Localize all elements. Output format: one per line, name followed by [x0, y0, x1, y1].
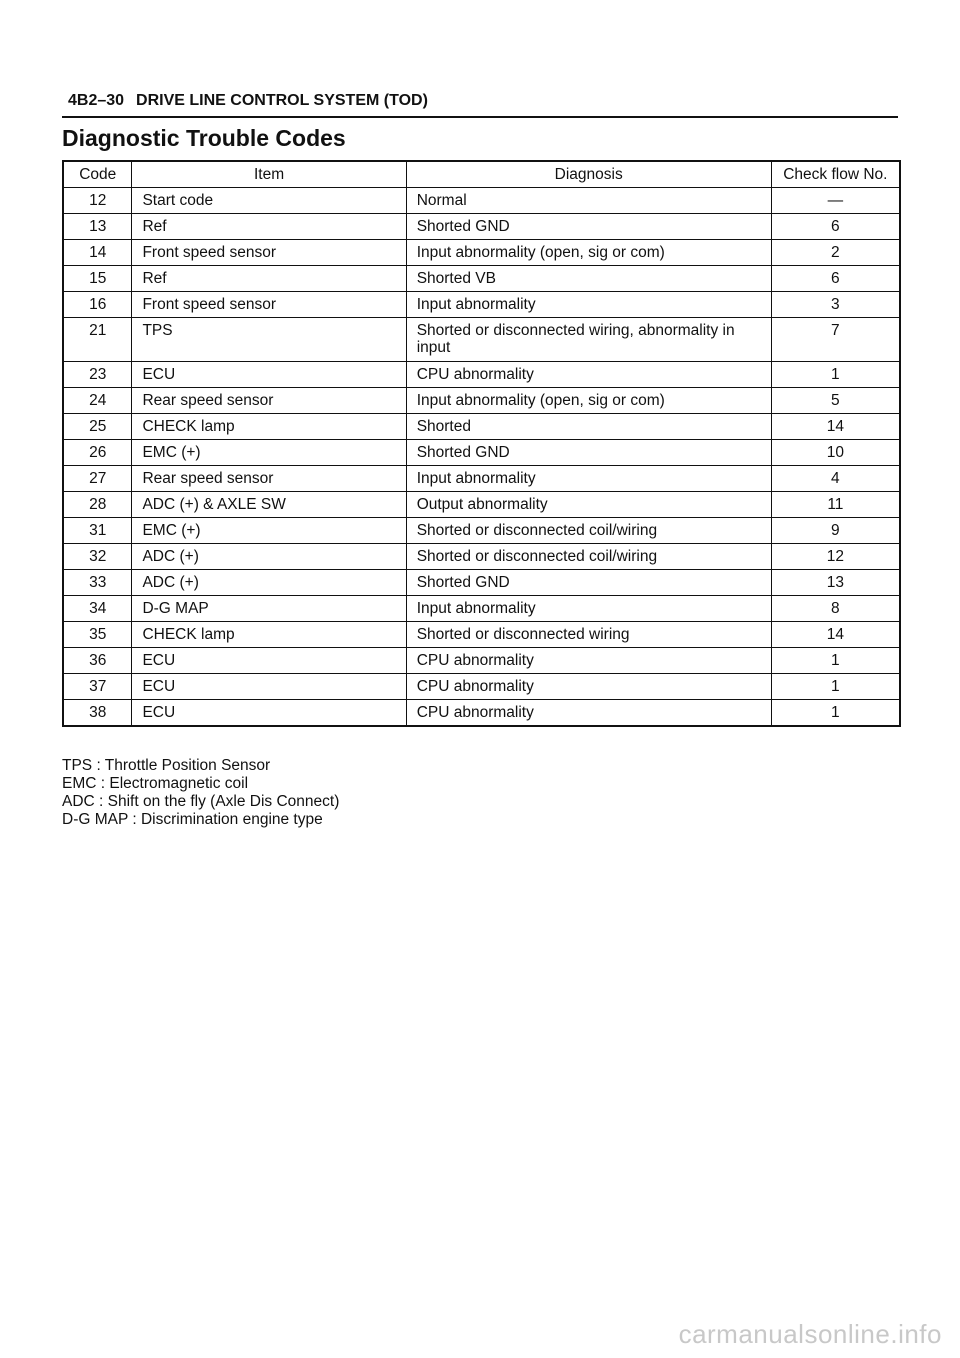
watermark: carmanualsonline.info [678, 1319, 942, 1349]
code-cell: 13 [63, 214, 132, 240]
diagnosis-cell: Input abnormality [406, 292, 771, 318]
item-cell: CHECK lamp [132, 622, 406, 648]
table-row [63, 318, 900, 362]
check-flow-cell: 1 [771, 700, 900, 727]
note-line: D-G MAP : Discrimination engine type [62, 811, 323, 828]
check-flow-cell: 6 [771, 214, 900, 240]
column-header-code: Code [63, 161, 132, 188]
table-row [63, 518, 900, 544]
item-cell: ECU [132, 674, 406, 700]
abbreviation-notes [62, 757, 339, 829]
table-row [63, 648, 900, 674]
code-cell: 34 [63, 596, 132, 622]
check-flow-cell: 4 [771, 466, 900, 492]
check-flow-cell: 6 [771, 266, 900, 292]
item-cell: Rear speed sensor [132, 466, 406, 492]
page-number: 4B2–30 [68, 92, 125, 109]
code-cell: 14 [63, 240, 132, 266]
code-cell: 16 [63, 292, 132, 318]
code-cell: 33 [63, 570, 132, 596]
table-row [63, 622, 900, 648]
code-cell: 25 [63, 414, 132, 440]
diagnosis-cell: Output abnormality [406, 492, 771, 518]
item-cell: TPS [132, 318, 406, 362]
trouble-codes-table [62, 160, 901, 727]
code-cell: 38 [63, 700, 132, 727]
table-row [63, 466, 900, 492]
item-cell: ADC (+) & AXLE SW [132, 492, 406, 518]
check-flow-cell: 11 [771, 492, 900, 518]
item-cell: Rear speed sensor [132, 388, 406, 414]
item-cell: EMC (+) [132, 518, 406, 544]
check-flow-cell: 12 [771, 544, 900, 570]
check-flow-cell: 3 [771, 292, 900, 318]
check-flow-cell: 14 [771, 622, 900, 648]
item-cell: CHECK lamp [132, 414, 406, 440]
code-cell: 26 [63, 440, 132, 466]
check-flow-cell: 7 [771, 318, 900, 362]
check-flow-cell: 9 [771, 518, 900, 544]
diagnosis-cell: CPU abnormality [406, 674, 771, 700]
item-cell: ECU [132, 700, 406, 727]
table-row [63, 266, 900, 292]
diagnosis-cell: Input abnormality (open, sig or com) [406, 240, 771, 266]
check-flow-cell: 2 [771, 240, 900, 266]
diagnosis-cell: CPU abnormality [406, 648, 771, 674]
table-row [63, 214, 900, 240]
page-title: Diagnostic Trouble Codes [62, 125, 346, 151]
table-row [63, 440, 900, 466]
diagnosis-cell: Input abnormality (open, sig or com) [406, 388, 771, 414]
code-cell: 35 [63, 622, 132, 648]
column-header-check-flow: Check flow No. [771, 161, 900, 188]
check-flow-cell: 8 [771, 596, 900, 622]
item-cell: Front speed sensor [132, 240, 406, 266]
table-row [63, 492, 900, 518]
table-row [63, 596, 900, 622]
item-cell: Start code [132, 188, 406, 214]
code-cell: 32 [63, 544, 132, 570]
diagnosis-cell: Shorted [406, 414, 771, 440]
item-cell: ECU [132, 362, 406, 388]
code-cell: 15 [63, 266, 132, 292]
table-row [63, 188, 900, 214]
code-cell: 21 [63, 318, 132, 362]
item-cell: ADC (+) [132, 544, 406, 570]
diagnosis-cell: Shorted or disconnected coil/wiring [406, 544, 771, 570]
code-cell: 37 [63, 674, 132, 700]
table-row [63, 700, 900, 727]
check-flow-cell: 1 [771, 362, 900, 388]
diagnosis-cell: Shorted or disconnected coil/wiring [406, 518, 771, 544]
code-cell: 23 [63, 362, 132, 388]
table-row [63, 362, 900, 388]
table-row [63, 570, 900, 596]
note-line: ADC : Shift on the fly (Axle Dis Connect) [62, 793, 340, 810]
table-row [63, 240, 900, 266]
table-row [63, 544, 900, 570]
check-flow-cell: — [771, 188, 900, 214]
page-header [62, 90, 898, 118]
item-cell: ECU [132, 648, 406, 674]
code-cell: 12 [63, 188, 132, 214]
code-cell: 36 [63, 648, 132, 674]
diagnosis-cell: Shorted GND [406, 214, 771, 240]
check-flow-cell: 5 [771, 388, 900, 414]
diagnosis-cell: CPU abnormality [406, 362, 771, 388]
item-cell: ADC (+) [132, 570, 406, 596]
column-header-diagnosis: Diagnosis [406, 161, 771, 188]
table-row [63, 414, 900, 440]
diagnosis-cell: Normal [406, 188, 771, 214]
code-cell: 27 [63, 466, 132, 492]
code-cell: 31 [63, 518, 132, 544]
code-cell: 24 [63, 388, 132, 414]
check-flow-cell: 13 [771, 570, 900, 596]
diagnosis-cell: Input abnormality [406, 466, 771, 492]
item-cell: Front speed sensor [132, 292, 406, 318]
column-header-item: Item [132, 161, 406, 188]
check-flow-cell: 14 [771, 414, 900, 440]
table-row [63, 388, 900, 414]
section-title: DRIVE LINE CONTROL SYSTEM (TOD) [136, 92, 428, 109]
item-cell: Ref [132, 214, 406, 240]
code-cell: 28 [63, 492, 132, 518]
note-line: TPS : Throttle Position Sensor [62, 757, 271, 774]
table-row [63, 292, 900, 318]
diagnosis-cell: Shorted or disconnected wiring [406, 622, 771, 648]
diagnosis-cell: Shorted or disconnected wiring, abnormality in input [406, 318, 771, 362]
check-flow-cell: 1 [771, 648, 900, 674]
diagnosis-cell: Input abnormality [406, 596, 771, 622]
item-cell: EMC (+) [132, 440, 406, 466]
diagnosis-cell: CPU abnormality [406, 700, 771, 727]
note-line: EMC : Electromagnetic coil [62, 775, 249, 792]
diagnosis-cell: Shorted GND [406, 570, 771, 596]
item-cell: D-G MAP [132, 596, 406, 622]
diagnosis-cell: Shorted GND [406, 440, 771, 466]
table-body [63, 188, 900, 727]
table-row [63, 674, 900, 700]
diagnosis-cell: Shorted VB [406, 266, 771, 292]
item-cell: Ref [132, 266, 406, 292]
table-header-row [63, 161, 900, 188]
check-flow-cell: 1 [771, 674, 900, 700]
check-flow-cell: 10 [771, 440, 900, 466]
